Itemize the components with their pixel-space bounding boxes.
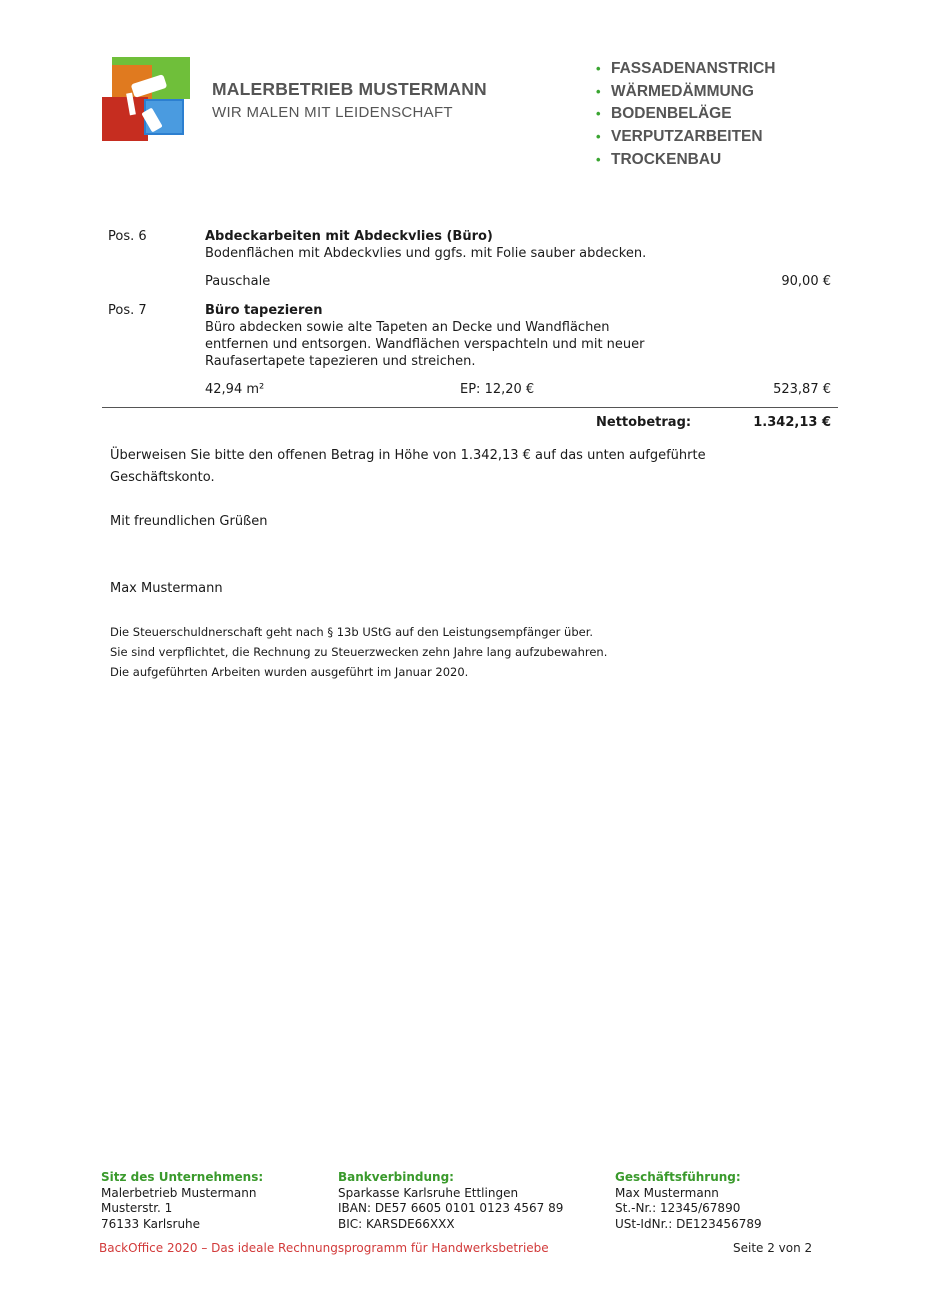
position-description: Bodenflächen mit Abdeckvlies und ggfs. mit Folie sauber abdecken. xyxy=(205,246,647,261)
footer-line: Sparkasse Karlsruhe Ettlingen xyxy=(338,1185,519,1200)
bullet-icon: • xyxy=(596,151,601,167)
service-item: • FASSADENANSTRICH xyxy=(596,58,775,81)
position-unit-price: EP: 12,20 € xyxy=(460,382,535,397)
footer-line: BIC: KARSDE66XXX xyxy=(338,1216,455,1231)
footer-management xyxy=(615,1170,762,1232)
position-title: Büro tapezieren xyxy=(205,303,323,318)
position-description: entfernen und entsorgen. Wandflächen verspachteln und mit neuer xyxy=(205,337,645,352)
greeting: Mit freundlichen Grüßen xyxy=(110,514,268,529)
net-amount-value: 1.342,13 € xyxy=(753,415,831,430)
company-logo xyxy=(102,57,190,141)
bullet-icon: • xyxy=(596,129,601,145)
bullet-icon: • xyxy=(596,61,601,76)
footer-company-seat xyxy=(101,1170,263,1232)
page-number: Seite 2 von 2 xyxy=(733,1241,813,1255)
bullet-icon: • xyxy=(596,83,601,99)
signature-name: Max Mustermann xyxy=(110,581,223,596)
position-title: Abdeckarbeiten mit Abdeckvlies (Büro) xyxy=(205,229,493,244)
position-total: 523,87 € xyxy=(773,382,831,397)
bullet-icon: • xyxy=(596,106,601,122)
tax-note: Die Steuerschuldnerschaft geht nach § 13b UStG auf den Leistungsempfänger über. xyxy=(110,625,594,639)
footer-line: Max Mustermann xyxy=(615,1185,719,1200)
position-number: Pos. 7 xyxy=(108,303,147,318)
service-item: • TROCKENBAU xyxy=(596,149,775,172)
footer-heading: Bankverbindung: xyxy=(338,1170,454,1184)
company-name: MALERBETRIEB MUSTERMANN xyxy=(212,79,487,99)
position-description: Büro abdecken sowie alte Tapeten an Decke und Wandflächen xyxy=(205,320,610,335)
retention-note: Sie sind verpflichtet, die Rechnung zu Steuerzwecken zehn Jahre lang aufzubewahren. xyxy=(110,645,608,659)
footer-line: St.-Nr.: 12345/67890 xyxy=(615,1201,741,1215)
footer-heading: Geschäftsführung: xyxy=(615,1170,741,1184)
work-date-note: Die aufgeführten Arbeiten wurden ausgeführt im Januar 2020. xyxy=(110,665,469,679)
net-amount-label: Nettobetrag: xyxy=(596,415,692,430)
position-quantity: 42,94 m² xyxy=(205,382,265,397)
footer-line: IBAN: DE57 6605 0101 0123 4567 89 xyxy=(338,1201,564,1215)
footer-heading: Sitz des Unternehmens: xyxy=(101,1170,264,1184)
company-slogan: WIR MALEN MIT LEIDENSCHAFT xyxy=(212,104,453,121)
footer-line: USt-IdNr.: DE123456789 xyxy=(615,1216,762,1231)
footer-line: 76133 Karlsruhe xyxy=(101,1216,201,1231)
position-quantity: Pauschale xyxy=(205,274,271,289)
service-item: • WÄRMEDÄMMUNG xyxy=(596,81,775,104)
services-list xyxy=(596,58,775,171)
footer-line: Musterstr. 1 xyxy=(101,1201,173,1215)
service-item: • VERPUTZARBEITEN xyxy=(596,126,775,149)
position-number: Pos. 6 xyxy=(108,229,147,244)
footer-line: Malerbetrieb Mustermann xyxy=(101,1185,257,1200)
position-description: Raufasertapete tapezieren und streichen. xyxy=(205,354,476,369)
payment-instruction: Überweisen Sie bitte den offenen Betrag in Höhe von 1.342,13 € auf das unten aufgeführte xyxy=(110,448,706,463)
total-divider xyxy=(102,407,838,408)
position-total: 90,00 € xyxy=(781,274,831,289)
footer-tagline: BackOffice 2020 – Das ideale Rechnungsprogramm für Handwerksbetriebe xyxy=(99,1241,549,1255)
footer-bank-details xyxy=(338,1170,563,1232)
service-item: • BODENBELÄGE xyxy=(596,103,775,126)
payment-instruction: Geschäftskonto. xyxy=(110,470,215,485)
